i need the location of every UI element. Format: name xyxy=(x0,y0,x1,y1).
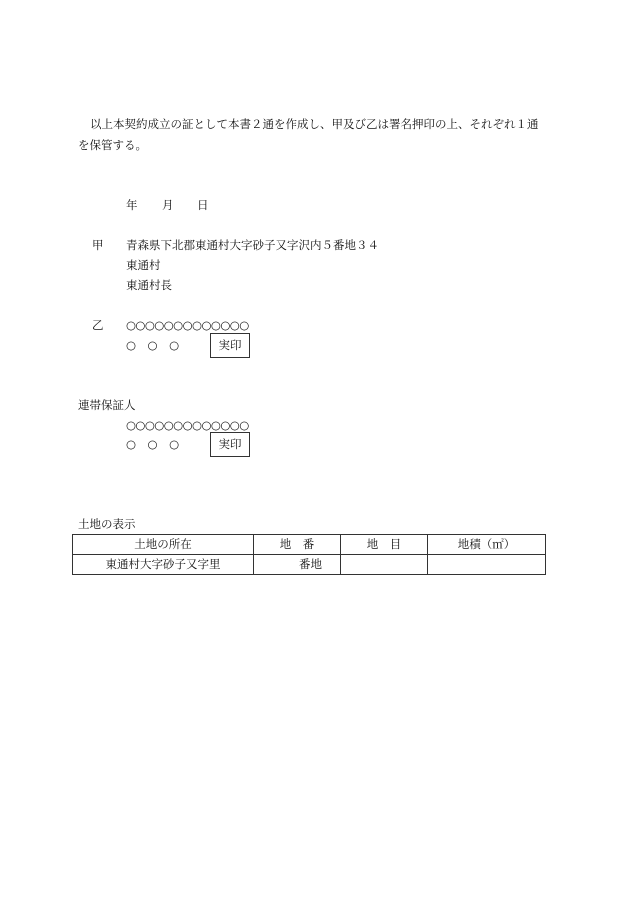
guarantor-address: ○○○○○○○○○○○○○ xyxy=(126,418,249,432)
party-a-label: 甲 xyxy=(92,238,104,252)
cell-lot-number: 番地 xyxy=(254,555,341,575)
party-b-address: ○○○○○○○○○○○○○ xyxy=(126,318,249,332)
party-b-seal-stamp: 実印 xyxy=(210,333,250,358)
guarantor-name: ○ ○ ○ xyxy=(126,437,180,451)
party-b-name: ○ ○ ○ xyxy=(126,338,180,352)
guarantor-heading: 連帯保証人 xyxy=(78,398,136,412)
party-a-name: 東通村 xyxy=(126,258,161,272)
land-table-header-row xyxy=(73,535,546,555)
land-table xyxy=(72,534,546,575)
cell-area xyxy=(428,555,546,575)
party-a-title: 東通村長 xyxy=(126,278,172,292)
date-year: 年 xyxy=(126,198,138,212)
party-a-address: 青森県下北郡東通村大字砂子又字沢内５番地３４ xyxy=(126,238,379,252)
date-month: 月 xyxy=(162,198,174,212)
cell-land-category xyxy=(341,555,428,575)
intro-line-2: を保管する。 xyxy=(78,138,147,152)
guarantor-seal-stamp: 実印 xyxy=(210,432,250,457)
header-land-category: 地 目 xyxy=(341,535,428,555)
intro-line-1: 以上本契約成立の証として本書２通を作成し、甲及び乙は署名押印の上、それぞれ１通 xyxy=(90,117,539,131)
cell-location: 東通村大字砂子又字里 xyxy=(73,555,254,575)
table-row xyxy=(73,555,546,575)
header-location: 土地の所在 xyxy=(73,535,254,555)
header-area: 地積（㎡） xyxy=(428,535,546,555)
land-table-heading: 土地の表示 xyxy=(78,517,136,531)
header-lot-number: 地 番 xyxy=(254,535,341,555)
date-day: 日 xyxy=(197,198,209,212)
party-b-label: 乙 xyxy=(92,318,104,332)
